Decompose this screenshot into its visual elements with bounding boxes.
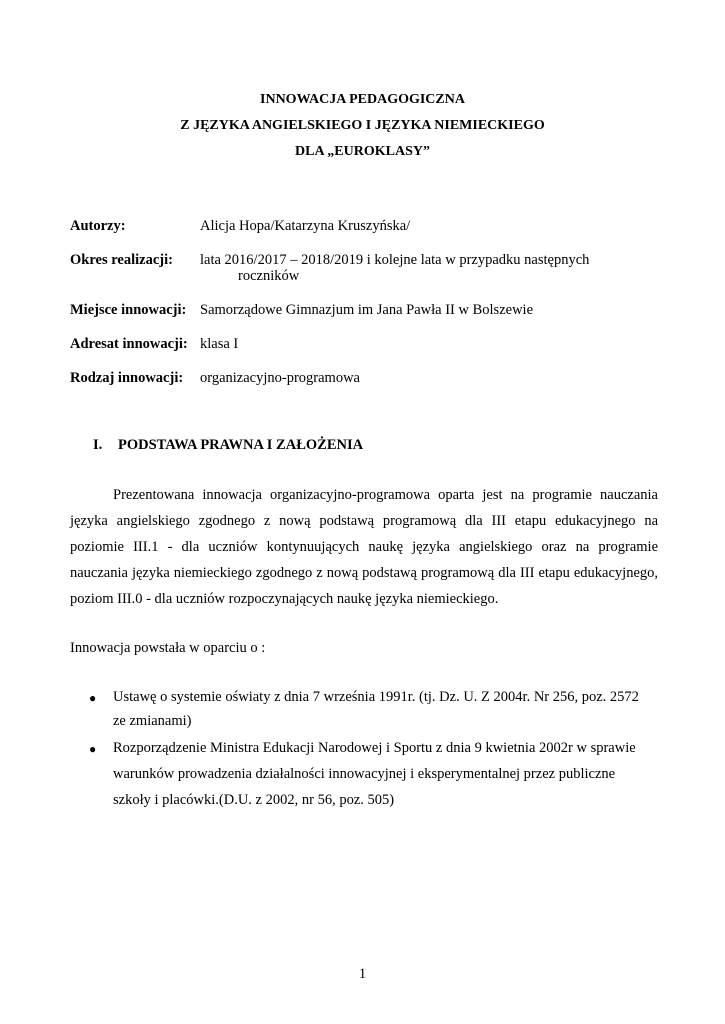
document-title-line-1: INNOWACJA PEDAGOGICZNA: [260, 92, 465, 107]
section-number: I.: [93, 437, 103, 453]
bullet-item-2-line: Rozporządzenie Ministra Edukacji Narodowej i Sportu z dnia 9 kwietnia 2002r w sprawie: [113, 740, 636, 756]
bullet-item-2-line: warunków prowadzenia działalności innowacyjnej i eksperymentalnej przez publiczne: [113, 766, 616, 782]
bullet-icon: ●: [89, 691, 97, 705]
document-title-line-2: Z JĘZYKA ANGIELSKIEGO I JĘZYKA NIEMIECKIEGO: [180, 118, 545, 133]
addressee-value: klasa I: [200, 336, 239, 352]
addressee-label: Adresat innowacji:: [70, 336, 188, 352]
period-value: lata 2016/2017 – 2018/2019 i kolejne lata w przypadku następnych: [200, 252, 590, 268]
paragraph-line: poziom III.0 - dla uczniów rozpoczynających naukę języka niemieckiego.: [70, 591, 499, 607]
bullet-item-2-line: szkoły i placówki.(D.U. z 2002, nr 56, poz. 505): [113, 792, 395, 808]
paragraph-line: poziomie III.1 - dla uczniów kontynuujących naukę języka angielskiego oraz na programie: [70, 539, 658, 555]
place-label: Miejsce innowacji:: [70, 302, 187, 318]
paragraph-line: Prezentowana innowacja organizacyjno-programowa oparta jest na programie nauczania: [113, 487, 658, 503]
place-value: Samorządowe Gimnazjum im Jana Pawła II w Bolszewie: [200, 302, 534, 318]
page-number: 1: [358, 966, 367, 982]
section-title: PODSTAWA PRAWNA I ZAŁOŻENIA: [118, 437, 364, 453]
innovation-type-label: Rodzaj innowacji:: [70, 370, 184, 386]
bullet-icon: ●: [89, 742, 97, 756]
document-title-line-3: DLA „EUROKLASY”: [295, 144, 430, 159]
period-label: Okres realizacji:: [70, 252, 173, 268]
period-value-continuation: roczników: [238, 268, 300, 284]
innovation-type-value: organizacyjno-programowa: [200, 370, 360, 386]
authors-value: Alicja Hopa/Katarzyna Kruszyńska/: [200, 218, 411, 234]
authors-label: Autorzy:: [70, 218, 126, 234]
bullet-item-1-line: Ustawę o systemie oświaty z dnia 7 września 1991r. (tj. Dz. U. Z 2004r. Nr 256, poz. 2572: [113, 689, 639, 705]
paragraph-line: nauczania języka niemieckiego zgodnego z nową podstawą programową dla III etapu edukacyjnego,: [70, 565, 658, 581]
legal-basis-intro: Innowacja powstała w oparciu o :: [70, 640, 266, 656]
bullet-item-1-line: ze zmianami): [113, 713, 192, 729]
paragraph-line: języka angielskiego zgodnego z nową podstawą programową dla III etapu edukacyjnego na: [70, 513, 658, 529]
